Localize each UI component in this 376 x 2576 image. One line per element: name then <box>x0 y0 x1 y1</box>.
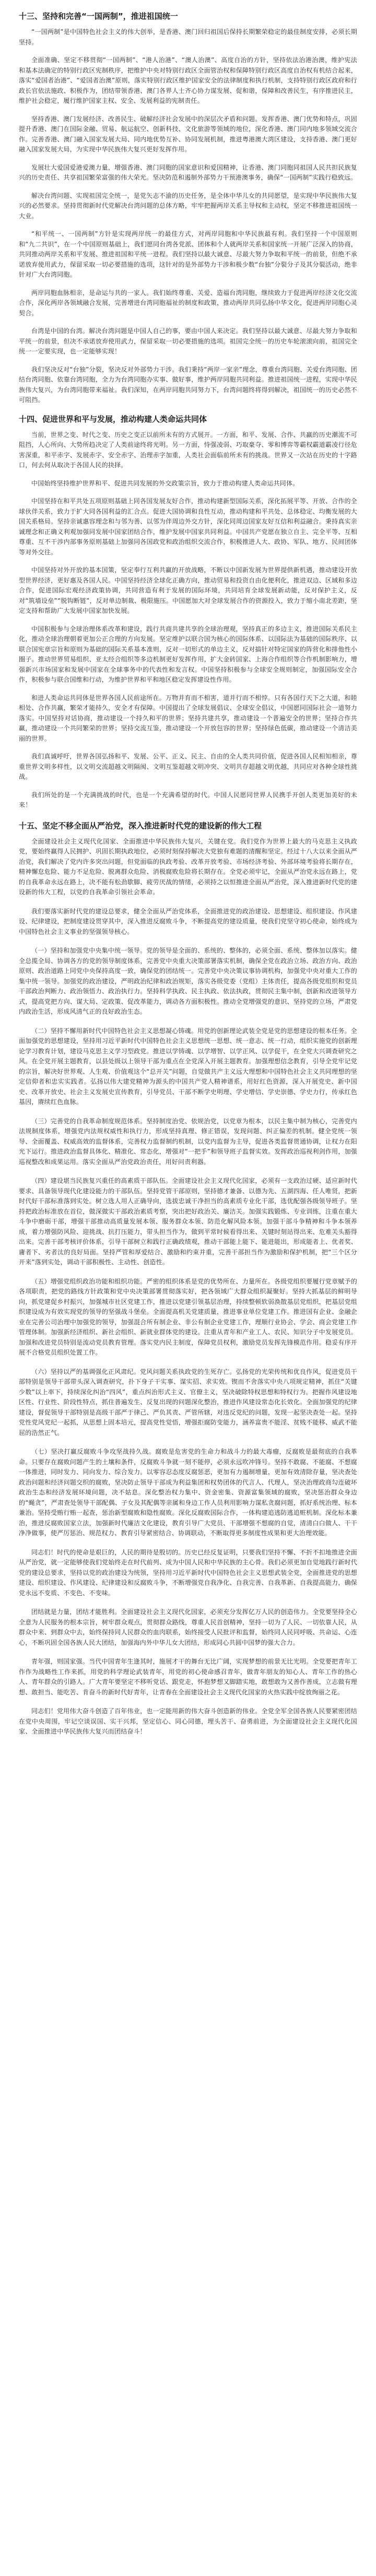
paragraph: 台湾是中国的台湾。解决台湾问题是中国人自己的事，要由中国人来决定。我们坚持以最大诚意、尽最大努力争取和平统一的前景，但决不承诺放弃使用武力，保留采取一切必要措施的选项。祖国完全统一的历史车轮滚滚向前，祖国完全统一一定要实现，也一定能够实现！ <box>19 327 357 355</box>
paragraph: 发展壮大爱国爱港爱澳力量，增强香港、澳门同胞的国家意识和爱国精神，让香港、澳门同胞同祖国人民共担民族复兴的历史责任、共享祖国繁荣富强的伟大荣光。坚决防范和遏制外部势力干预港澳事务，确保“一国两制”实践行稳致远。 <box>19 163 357 181</box>
paragraph: 解决台湾问题、实现祖国完全统一，是党矢志不渝的历史任务，是全体中华儿女的共同愿望，是实现中华民族伟大复兴的必然要求。坚持贯彻新时代党解决台湾问题的总体方略，牢牢把握两岸关系主导权和主动权，坚定不移推进祖国统一大业。 <box>19 192 357 220</box>
paragraph: “和平统一、一国两制”方针是实现两岸统一的最佳方式，对两岸同胞和中华民族最有利。我们坚持一个中国原则和“九二共识”，在一个中国原则基础上，我们愿同台湾各党派、团体和个人就两岸关系和国家统一开展广泛深入的协商，共同推动两岸关系和平发展、推进祖国和平统一进程。我们坚持以最大诚意、尽最大努力争取和平统一的前景，但绝不承诺放弃使用武力，保留采取一切必要措施的选项，这针对的是外部势力干涉和极少数“台独”分裂分子及其分裂活动，绝非针对广大台湾同胞。 <box>19 230 357 278</box>
paragraph: （六）坚持以严的基调强化正风肃纪。党风问题关系执政党的生死存亡。弘扬党的光荣传统和优良作风，促进党员干部特别是领导干部带头深入调查研究，扑下身子干实事、谋实招、求实效。锲而不舍落实中央八项规定精神，抓住“关键少数”以上率下，持续深化纠治“四风”，重点纠治形式主义、官僚主义，坚决破除特权思想和特权行为。把握作风建设地区性、行业性、阶段性特点，抓住普遍发生、反复出现的问题深化整治，推进作风建设常态化长效化。全面加强党的纪律建设，督促领导干部特别是高级干部严于律己、严负其责、严管所辖，对违反党纪的问题，发现一起坚决查处一起。坚持党性党风党纪一起抓，从思想上固本培元，提高党性觉悟，增强拒腐防变能力，涵养富贵不能淫、贫贱不能移、威武不能屈的浩然正气。 <box>19 1368 357 1437</box>
paragraph: 中国坚持对外开放的基本国策，坚定奉行互利共赢的开放战略，不断以中国新发展为世界提供新机遇，推动建设开放型世界经济，更好惠及各国人民。中国坚持经济全球化正确方向，推动贸易和投资自由化便利化，推进双边、区域和多边合作，促进国际宏观经济政策协调，共同营造有利于发展的国际环境，共同培育全球发展新动能，反对保护主义，反对“筑墙设垒”“脱钩断链”，反对单边制裁、极限施压。中国愿加大对全球发展合作的资源投入，致力于缩小南北差距，坚定支持和帮助广大发展中国家加快发展。 <box>19 566 357 614</box>
paragraph: 同志们！党用伟大奋斗创造了百年伟业，也一定能用新的伟大奋斗创造新的伟业。全党全军全国各族人民要紧密团结在党中央周围，牢记空谈误国、实干兴邦，坚定信心、同心同德，埋头苦干、奋勇前进，为全面建设社会主义现代化国家、全面推进中华民族伟大复兴而团结奋斗！ <box>19 1707 357 1735</box>
paragraph: 当前，世界之变、时代之变、历史之变正以前所未有的方式展开。一方面，和平、发展、合作、共赢的历史潮流不可阻挡，人心所向、大势所趋决定了人类前途终将光明。另一方面，恃强凌弱、巧取豪夺、零和博弈等霸权霸道霸凌行径危害深重，和平赤字、发展赤字、安全赤字、治理赤字加重，人类社会面临前所未有的挑战。世界又一次站在历史的十字路口，何去何从取决于各国人民的抉择。 <box>19 431 357 469</box>
paragraph: 我们真诚呼吁，世界各国弘扬和平、发展、公平、正义、民主、自由的全人类共同价值，促进各国人民相知相亲，尊重世界文明多样性，以文明交流超越文明隔阂、文明互鉴超越文明冲突、文明共存超越文明优越，共同应对各种全球性挑战。 <box>19 753 357 780</box>
paragraph: （四）建设堪当民族复兴重任的高素质干部队伍。全面建设社会主义现代化国家，必须有一支政治过硬、适应新时代要求、具备领导现代化建设能力的干部队伍。坚持党管干部原则，坚持德才兼备、以德为先、五湖四海、任人唯贤，把新时代好干部标准落到实处。树立选人用人正确导向，选拔忠诚干净担当的高素质专业化干部，选优配强各级领导班子。坚持把政治标准放在首位，做深做实干部政治素质考察，突出把好政治关、廉洁关。加强实践锻炼、专业训练，注重在重大斗争中磨砺干部，增强干部推动高质量发展本领、服务群众本领、防范化解风险本领。加强干部斗争精神和斗争本领养成，着力增强防风险、迎挑战、抗打压能力，带头担当作为，做到平常时候看得出来、关键时刻站得出来、危难关头豁得出来。完善干部考核评价体系，引导干部树立和践行正确政绩观，推动干部能上能下、能进能出，形成能者上、优者奖、庸者下、劣者汰的良好局面。坚持严管和厚爱结合、激励和约束并重，完善干部担当作为激励和保护机制，把“三个区分开来”落到实处，调动干部积极性、主动性、创造性。 <box>19 1177 357 1266</box>
paragraph: 青年强，则国家强。当代中国青年生逢其时，施展才干的舞台无比广阔，实现梦想的前景无比光明。全党要把青年工作作为战略性工作来抓，用党的科学理论武装青年，用党的初心使命感召青年，做青年朋友的知心人、青年工作的热心人、青年群众的引路人。广大青年要坚定不移听党话、跟党走，怀抱梦想又脚踏实地，敢想敢为又善作善成，立志做有理想、敢担当、能吃苦、肯奋斗的新时代好青年，让青春在全面建设社会主义现代化国家的火热实践中绽放绚丽之花。 <box>19 1658 357 1696</box>
paragraph: 中国始终坚持维护世界和平、促进共同发展的外交政策宗旨，致力于推动构建人类命运共同体。 <box>31 479 299 487</box>
paragraph: 团结就是力量，团结才能胜利。全面建设社会主义现代化国家，必须充分发挥亿万人民的创造伟力。全党要坚持全心全意为人民服务的根本宗旨，树牢群众观点，贯彻群众路线，尊重人民首创精神，坚持一切为了人民、一切依靠人民，从群众中来、到群众中去，始终保持同人民群众的血肉联系，始终接受人民批评和监督，始终同人民同呼吸、共命运、心连心，不断巩固全国各族人民大团结，加强海内外中华儿女大团结，形成同心共圆中国梦的强大合力。 <box>19 1608 357 1646</box>
paragraph: 全面准确、坚定不移贯彻“一国两制”、“港人治港”、“澳人治澳”、高度自治的方针，坚持依法治港治澳，维护宪法和基本法确定的特别行政区宪制秩序，把维护中央对特别行政区全面管治权和保障特别行政区高度自治权有机结合起来，落实“爱国者治港”、“爱国者治澳”原则，落实特别行政区维护国家安全的法律制度和执行机制，支持特别行政区政府和行政长官依法施政、积极作为，团结带领香港、澳门各界人士齐心协力谋发展、促和谐，保障和改善民生，有序推进民主，维护社会稳定，履行维护国家主权、安全、发展利益的宪制责任。 <box>19 56 357 104</box>
paragraph: 我们要落实新时代党的建设总要求，健全全面从严治党体系，全面推进党的政治建设、思想建设、组织建设、作风建设、纪律建设，把制度建设贯穿其中，深入推进反腐败斗争，不断提高党的建设质量，使我们党坚守初心使命，始终成为中国特色社会主义事业的坚强领导核心。 <box>19 907 357 935</box>
paragraph: （二）坚持不懈用新时代中国特色社会主义思想凝心铸魂。用党的创新理论武装全党是党的思想建设的根本任务。全面加强党的思想建设，坚持用习近平新时代中国特色社会主义思想统一思想、统一意志、统一行动，组织实施党的创新理论学习教育计划，建设马克思主义学习型政党。推进以学铸魂、以学增智、以学正风、以学促干，在全党大兴调查研究之风。在全党开展主题教育，以县处级以上领导干部为重点在全党深入开展主题教育。加强理想信念教育，引导全党牢记党的宗旨，解决好世界观、人生观、价值观这个“总开关”问题，自觉做共产主义远大理想和中国特色社会主义共同理想的坚定信仰者和忠实实践者。弘扬以伟大建党精神为源头的中国共产党人精神谱系，用好红色资源，深入开展党史、新中国史、改革开放史、社会主义发展史宣传教育，引导党员、干部不断学史明理、学史增信、学史崇德、学史力行，传承红色基因，赓续红色血脉。 <box>19 1027 357 1106</box>
section-title: 十五、坚定不移全面从严治党，深入推进新时代党的建设新的伟大工程 <box>19 821 262 830</box>
paragraph: “一国两制”是中国特色社会主义的伟大创举，是香港、澳门回归祖国后保持长期繁荣稳定的最佳制度安排，必须长期坚持。 <box>19 28 357 46</box>
paragraph: 我们坚决反对“台独”分裂，坚决反对外部势力干涉。我们秉持“两岸一家亲”理念，尊重台湾同胞、关爱台湾同胞、团结台湾同胞、依靠台湾同胞，全力为台湾同胞办实事、做好事，维护两岸同胞共同利益。推进祖国统一进程，实现中华民族伟大复兴，为台湾同胞带来福祉。我们深知，在两岸同胞共同努力下，台湾问题终将得到解决，祖国统一的历史必然不可阻挡。 <box>19 365 357 403</box>
paragraph: 中国积极参与全球治理体系改革和建设，践行共商共建共享的全球治理观，坚持真正的多边主义，推进国际关系民主化，推动全球治理朝着更加公正合理的方向发展。坚定维护以联合国为核心的国际体系、以国际法为基础的国际秩序、以联合国宪章宗旨和原则为基础的国际关系基本准则，反对一切形式的单边主义，反对搞针对特定国家的阵营化和排他性小圈子。推动世界贸易组织、亚太经合组织等多边机制更好发挥作用，扩大金砖国家、上海合作组织等合作机制影响力，增强新兴市场国家和发展中国家在全球事务中的代表性和发言权。中国坚持积极参与全球安全规则制定，加强国际安全合作，积极参与联合国维和行动，为维护世界和平和地区稳定发挥建设性作用。 <box>19 625 357 683</box>
paragraph: （五）增强党组织政治功能和组织功能。严密的组织体系是党的优势所在、力量所在。各级党组织要履行党章赋予的各项职责，把党的路线方针政策和党中央决策部署贯彻落实好，把各领域广大群众组织凝聚好。坚持大抓基层的鲜明导向，抓党建促乡村振兴，加强城市社区党建工作，推进以党建引领基层治理，持续整顿软弱涣散基层党组织，把基层党组织建设成为有效实现党的领导的坚强战斗堡垒。全面提高机关党建质量，推进事业单位党建工作。推进国有企业、金融企业在完善公司治理中加强党的领导，加强混合所有制企业、非公有制企业党建工作，理顺行业协会、学会、商会党建工作管理体制。加强新经济组织、新社会组织、新就业群体党的建设。注重从青年和产业工人、农民、知识分子中发展党员。加强和改进党员特别是流动党员教育管理。落实党内民主制度，保障党员权利，激励党员发挥先锋模范作用。稳妥有序开展不合格党员组织处置工作。 <box>19 1277 357 1356</box>
paragraph: （一）坚持和加强党中央集中统一领导。党的领导是全面的、系统的、整体的，必须全面、系统、整体加以落实。健全总揽全局、协调各方的党的领导制度体系，完善党中央重大决策部署落实机制，确保全党在政治立场、政治方向、政治原则、政治道路上同党中央保持高度一致，确保党的团结统一。完善党中央决策议事协调机构，加强党中央对重大工作的集中统一领导。加强党的政治建设，严明政治纪律和政治规矩，落实各级党委（党组）主体责任，提高各级党组织和党员干部政治判断力、政治领悟力、政治执行力。坚持科学执政、民主执政、依法执政，贯彻民主集中制，创新和改进领导方式，提高党把方向、谋大局、定政策、促改革能力，调动各方面积极性。推动全党增强党的意识、坚持党的立场，严肃党内政治生活，形成风清气正的良好政治生态。 <box>19 947 357 1015</box>
section-reunification <box>19 10 357 406</box>
paragraph: 同志们！时代的使命是艰巨的，人民的期待是殷切的。历史已经反复证明，只要我们坚持不懈、不折不扣地推进全面从严治党，就一定能够使我们党始终走在时代前列、成为中国人民和中华民族的主心骨。我们必须更加自觉地践行新时代党的建设总要求，坚持以党的政治建设为统领，坚持用习近平新时代中国特色社会主义思想武装全党，全面推进党的思想建设、组织建设、作风建设、纪律建设和反腐败斗争，不断增强党自我净化、自我完善、自我革新、自我提高能力，确保党永远不变质、不变色、不变味。 <box>19 1548 357 1597</box>
section-world-peace <box>19 413 357 811</box>
paragraph: （七）坚决打赢反腐败斗争攻坚战持久战。腐败是危害党的生命力和战斗力的最大毒瘤，反腐败是最彻底的自我革命。只要存在腐败问题产生的土壤和条件，反腐败斗争就一刻不能停，必须永远吹冲锋号。坚持不敢腐、不能腐、不想腐一体推进，同时发力、同向发力、综合发力。以零容忍态度反腐惩恶，更加有力遏制增量，更加有效清除存量，坚决查处政治问题和经济问题交织的腐败，坚决防止领导干部成为利益集团和权势团体的代言人、代理人，坚决治理政商勾连破坏政治生态和经济发展环境问题，决不姑息。深化整治权力集中、资金密集、资源富集领域的腐败，坚决惩治群众身边的“蝇贪”，严肃查处领导干部配偶、子女及其配偶等亲属和身边工作人员利用影响力谋私贪腐问题，抓好系统治理、标本兼治。坚持受贿行贿一起查，惩治新型腐败和隐性腐败。深化反腐败国际合作，一体构建追逃防逃追赃机制。深化标本兼治，推进反腐败国家立法，加强新时代廉洁文化建设，教育引导广大党员、干部增强不想腐的自觉，清清白白做人、干干净净做事，使严厉惩治、规范权力、教育引导紧密结合、协调联动，不断取得更多制度性成果和更大治理效能。 <box>19 1448 357 1537</box>
section-party-building <box>19 820 357 1737</box>
section-title: 十四、促进世界和平与发展，推动构建人类命运共同体 <box>19 414 207 424</box>
paragraph: 和进人类命运共同体是世界各国人民前途所在。万物并育而不相害，道并行而不相悖。只有各国行天下之大道，和睦相处、合作共赢，繁荣才能持久，安全才有保障。中国提出了全球发展倡议、全球安全倡议，中国愿同国际社会一道努力落实。中国坚持对话协商，推动建设一个持久和平的世界；坚持共建共享，推动建设一个普遍安全的世界；坚持合作共赢，推动建设一个共同繁荣的世界；坚持交流互鉴，推动建设一个开放包容的世界；坚持绿色低碳，推动建设一个清洁美丽的世界。 <box>19 694 357 742</box>
paragraph: 全面建设社会主义现代化国家、全面推进中华民族伟大复兴，关键在党。我们党作为世界上最大的马克思主义执政党，要始终赢得人民拥护、巩固长期执政地位，必须时刻保持解决大党独有难题的清醒和坚定。经过十八大以来全面从严治党，我们解决了党内许多突出问题，但党面临的执政考验、改革开放考验、市场经济考验、外部环境考验将长期存在，精神懈怠危险、能力不足危险、脱离群众危险、消极腐败危险将长期存在。全党必须牢记，全面从严治党永远在路上，党的自我革命永远在路上，决不能有松劲歇脚、疲劳厌战的情绪，必须持之以恒推进全面从严治党，深入推进新时代党的建设新的伟大工程，以党的自我革命引领社会革命。 <box>19 837 357 896</box>
section-title: 十三、坚持和完善“一国两制”，推进祖国统一 <box>19 11 178 21</box>
paragraph: 中国坚持在和平共处五项原则基础上同各国发展友好合作，推动构建新型国际关系，深化拓展平等、开放、合作的全球伙伴关系，致力于扩大同各国利益的汇合点。促进大国协调和良性互动，推动构建和平共处、总体稳定、均衡发展的大国关系格局。坚持亲诚惠容理念和与邻为善、以邻为伴周边外交方针，深化同周边国家友好互信和利益融合。秉持真实亲诚理念和正确义利观加强同发展中国家团结合作，维护发展中国家共同利益。中国共产党愿在独立自主、完全平等、互相尊重、互不干涉内部事务原则基础上加强同各国政党和政治组织交流合作，积极推进人大、政协、军队、地方、民间团体等对外交往。 <box>19 497 357 556</box>
paragraph: 我们所处的是一个充满挑战的时代，也是一个充满希望的时代。中国人民愿同世界人民携手开创人类更加美好的未来！ <box>19 791 357 809</box>
paragraph: 两岸同胞血脉相亲，是命运与共的一家人。我们始终尊重、关爱、造福台湾同胞，继续致力于促进两岸经济文化交流合作，深化两岸各领域融合发展，完善增进台湾同胞福祉的制度和政策，推动两岸共同弘扬中华文化，促进两岸同胞心灵契合。 <box>19 289 357 317</box>
paragraph: 坚持香港、澳门发展经济、改善民生、破解经济社会发展中的深层次矛盾和问题。发挥香港、澳门优势和特点，巩固提升香港、澳门在国际金融、贸易、航运航空、创新科技、文化旅游等领域的地位，深化香港、澳门同内地多领域交流合作。完善香港、澳门融入国家发展大局、同内地优势互补、协同发展机制，推进粤港澳大湾区建设，支持香港、澳门更好融入国家发展大局，为实现中华民族伟大复兴更好发挥作用。 <box>19 115 357 153</box>
paragraph: （三）完善党的自我革命制度规范体系。坚持制度治党、依规治党，以党章为根本，以民主集中制为核心，完善党内法规制度体系，增强党内法规权威性和执行力，形成坚持真理、修正错误，发现问题、纠正偏差的机制。健全党统一领导、全面覆盖、权威高效的监督体系，完善权力监督制约机制，以党内监督为主导，促进各类监督贯通协调，让权力在阳光下运行。推进政治监督具体化、精准化、常态化，增强对“一把手”和领导班子监督实效。发挥政治巡视利剑作用，加强巡视整改和成果运用。落实全面从严治党政治责任，用好问责利器。 <box>19 1117 357 1166</box>
